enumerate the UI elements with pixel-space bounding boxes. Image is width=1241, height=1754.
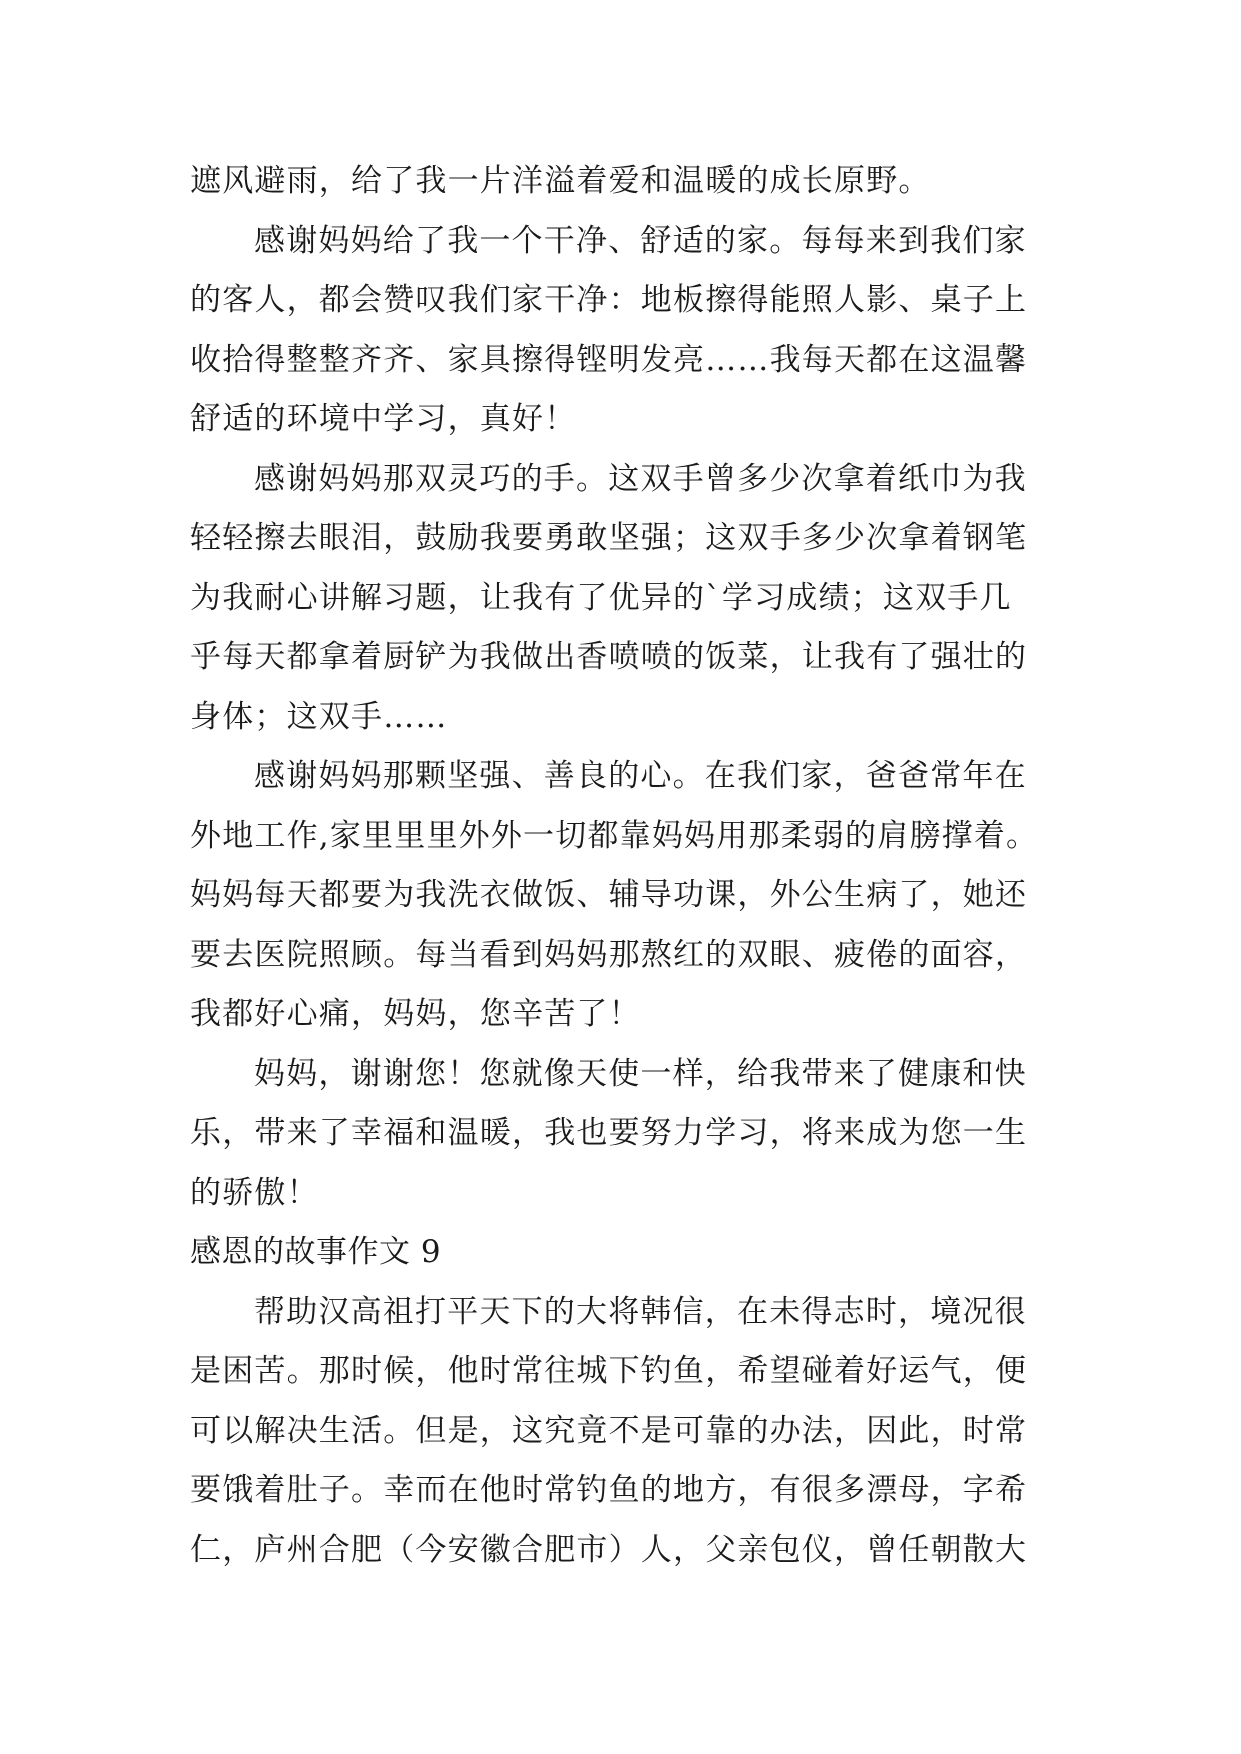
paragraph-line: 的客人，都会赞叹我们家干净：地板擦得能照人影、桌子上 (190, 282, 1028, 318)
paragraph-line: 舒适的环境中学习，真好！ (190, 401, 577, 437)
paragraph-line: 感谢妈妈给了我一个干净、舒适的家。每每来到我们家 (254, 222, 1027, 259)
paragraph-line: 的骄傲！ (190, 1174, 319, 1211)
paragraph-line: 身体；这双手…… (190, 698, 448, 735)
paragraph-line: 感谢妈妈那颗坚强、善良的心。在我们家，爸爸常年在 (254, 758, 1027, 794)
paragraph-line: 我都好心痛，妈妈，您辛苦了！ (190, 996, 641, 1032)
document-body (190, 152, 1052, 1580)
paragraph-line: 要去医院照顾。每当看到妈妈那熬红的双眼、疲倦的面容， (190, 936, 1028, 973)
paragraph-line: 乎每天都拿着厨铲为我做出香喷喷的饭菜，让我有了强壮的 (190, 639, 1028, 675)
paragraph-line: 感谢妈妈那双灵巧的手。这双手曾多少次拿着纸巾为我 (254, 460, 1027, 497)
paragraph-line: 仁，庐州合肥（今安徽合肥市）人，父亲包仪，曾任朝散大 (190, 1531, 1028, 1568)
paragraph-line: 收拾得整整齐齐、家具擦得铿明发亮……我每天都在这温馨 (190, 341, 1028, 378)
paragraph-line: 是困苦。那时候，他时常往城下钓鱼，希望碰着好运气，便 (190, 1353, 1028, 1389)
paragraph-line: 乐，带来了幸福和温暖，我也要努力学习，将来成为您一生 (190, 1115, 1028, 1151)
paragraph-line: 妈妈，谢谢您！您就像天使一样，给我带来了健康和快 (254, 1055, 1027, 1092)
paragraph-line: 轻轻擦去眼泪，鼓励我要勇敢坚强；这双手多少次拿着钢笔 (190, 520, 1028, 556)
paragraph-line: 为我耐心讲解习题，让我有了优异的`学习成绩；这双手几 (190, 579, 1012, 616)
paragraph-line: 外地工作,家里里里外外一切都靠妈妈用那柔弱的肩膀撑着。 (190, 817, 1039, 854)
section-heading: 感恩的故事作文 9 (190, 1234, 442, 1270)
paragraph-line: 妈妈每天都要为我洗衣做饭、辅导功课，外公生病了，她还 (190, 877, 1028, 913)
paragraph-line: 要饿着肚子。幸而在他时常钓鱼的地方，有很多漂母，字希 (190, 1472, 1028, 1508)
paragraph-line: 遮风避雨，给了我一片洋溢着爱和温暖的成长原野。 (190, 163, 931, 199)
paragraph-line: 帮助汉高祖打平天下的大将韩信，在未得志时，境况很 (254, 1293, 1027, 1330)
paragraph-line: 可以解决生活。但是，这究竟不是可靠的办法，因此，时常 (190, 1412, 1028, 1449)
